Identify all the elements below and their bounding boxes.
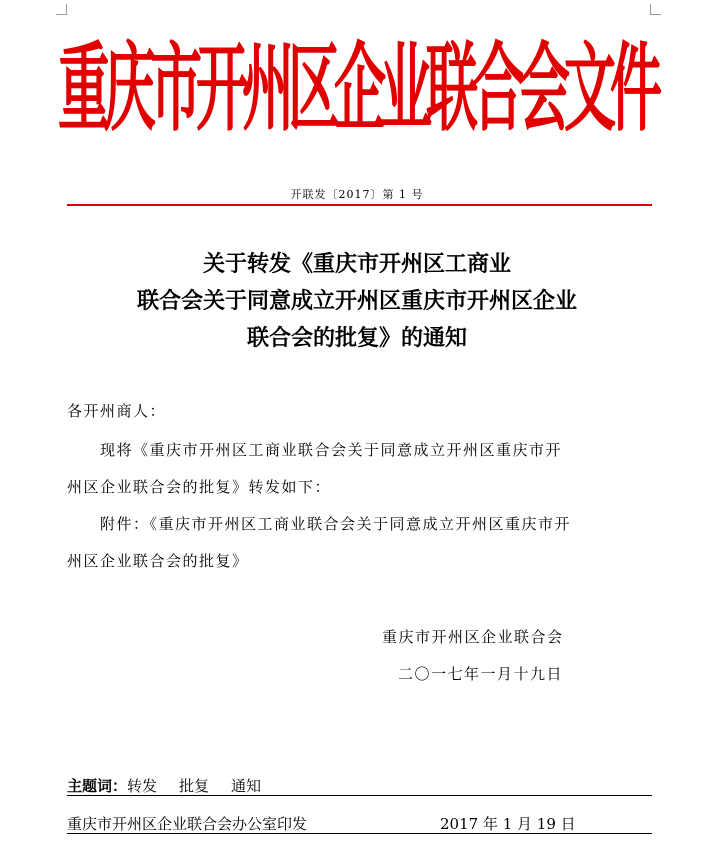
keywords-label: 主题词： [67, 777, 128, 795]
keywords-row [67, 775, 261, 796]
footer-rule-top [67, 795, 652, 796]
footer-rule-bottom [67, 833, 652, 834]
notice-title-line-3: 联合会的批复》的通知 [246, 325, 467, 351]
body-paragraph-line-1: 现将《重庆市开州区工商业联合会关于同意成立开州区重庆市开 [100, 441, 563, 459]
body-paragraph-line-2: 州区企业联合会的批复》转发如下： [67, 478, 332, 496]
salutation: 各开州商人： [67, 402, 167, 420]
keyword-item: 转发 [127, 777, 158, 795]
signature-organization: 重庆市开州区企业联合会 [382, 628, 564, 646]
attachment-line-2: 州区企业联合会的批复》 [67, 552, 249, 570]
attachment-line-1: 附件：《重庆市开州区工商业联合会关于同意成立开州区重庆市开 [100, 515, 572, 533]
keyword-item: 批复 [179, 777, 210, 795]
notice-title-line-1: 关于转发《重庆市开州区工商业 [202, 251, 511, 277]
issuer: 重庆市开州区企业联合会办公室印发 [67, 815, 308, 833]
issue-date: 2017 年 1 月 19 日 [440, 815, 576, 833]
signature-date: 二〇一七年一月十九日 [398, 665, 564, 683]
document-number: 开联发〔2017〕第 1 号 [290, 188, 424, 201]
document-header-title: 重庆市开州区企业联合会文件 [57, 34, 656, 146]
keyword-item: 通知 [231, 777, 262, 795]
notice-title-line-2: 联合会关于同意成立开州区重庆市开州区企业 [136, 288, 577, 314]
page-corner-mark-right [650, 4, 661, 15]
page-corner-mark-left [56, 4, 67, 15]
red-divider [67, 204, 652, 206]
